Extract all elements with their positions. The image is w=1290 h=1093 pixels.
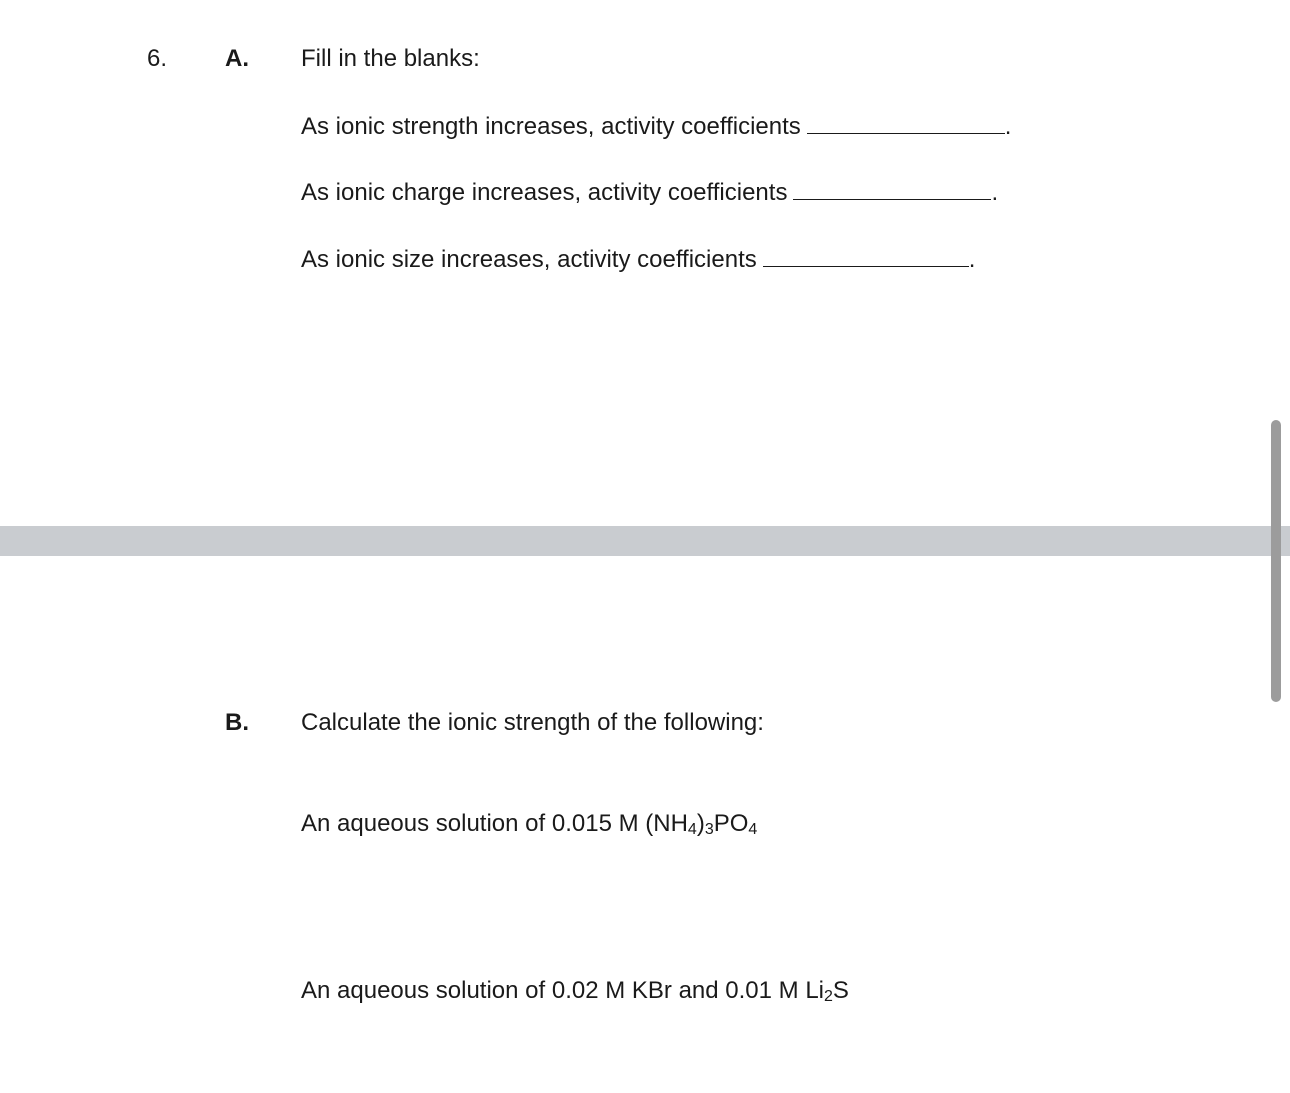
question-number: 6. (147, 45, 168, 72)
part-b-prompt: Calculate the ionic strength of the following: (301, 709, 764, 736)
fill-blank-item-2 (301, 179, 998, 207)
answer-blank[interactable] (793, 179, 991, 200)
subscript: 3 (704, 821, 714, 838)
page-separator (0, 526, 1290, 556)
fill-blank-item-3 (301, 246, 975, 274)
solution-1-text: ) (696, 810, 705, 837)
part-a-prompt: Fill in the blanks: (301, 45, 480, 72)
solution-2-text: S (832, 977, 849, 1004)
fill-blank-text: As ionic strength increases, activity coefficients (301, 113, 801, 140)
subscript: 2 (824, 988, 833, 1005)
subscript: 4 (687, 821, 697, 838)
vertical-scrollbar[interactable] (1271, 420, 1281, 702)
solution-2 (301, 977, 849, 1005)
fill-blank-end: . (1004, 113, 1012, 140)
fill-blank-text: As ionic size increases, activity coefficients (301, 246, 757, 273)
subscript: 4 (748, 821, 758, 838)
solution-1 (301, 810, 757, 838)
fill-blank-text: As ionic charge increases, activity coefficients (301, 179, 788, 206)
solution-1-text: An aqueous solution of 0.015 M (NH (301, 810, 688, 837)
answer-blank[interactable] (807, 113, 1005, 134)
solution-2-text: An aqueous solution of 0.02 M KBr and 0.01 M Li (301, 977, 824, 1004)
fill-blank-end: . (991, 179, 999, 206)
fill-blank-item-1 (301, 113, 1011, 141)
part-b-label: B. (225, 709, 249, 736)
solution-1-text: PO (713, 810, 749, 837)
part-a-label: A. (225, 45, 249, 72)
answer-blank[interactable] (763, 246, 969, 267)
fill-blank-end: . (968, 246, 976, 273)
